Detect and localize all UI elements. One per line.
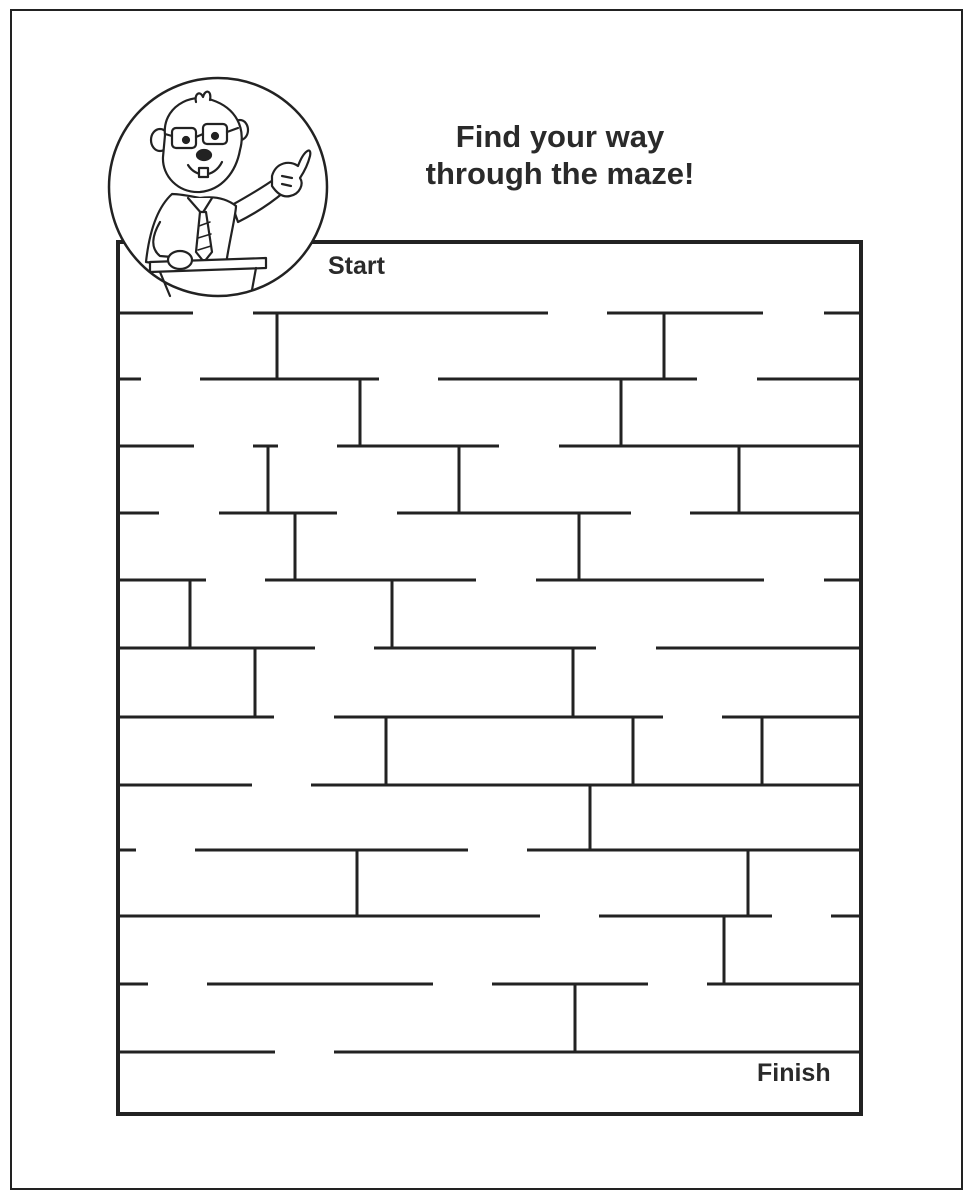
finish-label: Finish	[757, 1059, 831, 1087]
start-label: Start	[328, 252, 385, 280]
gopher-teacher-pointing-icon	[109, 78, 327, 296]
maze-walls	[118, 313, 861, 1052]
title-line-1: Find your way	[455, 119, 665, 154]
title-line-2: through the maze!	[425, 156, 695, 191]
